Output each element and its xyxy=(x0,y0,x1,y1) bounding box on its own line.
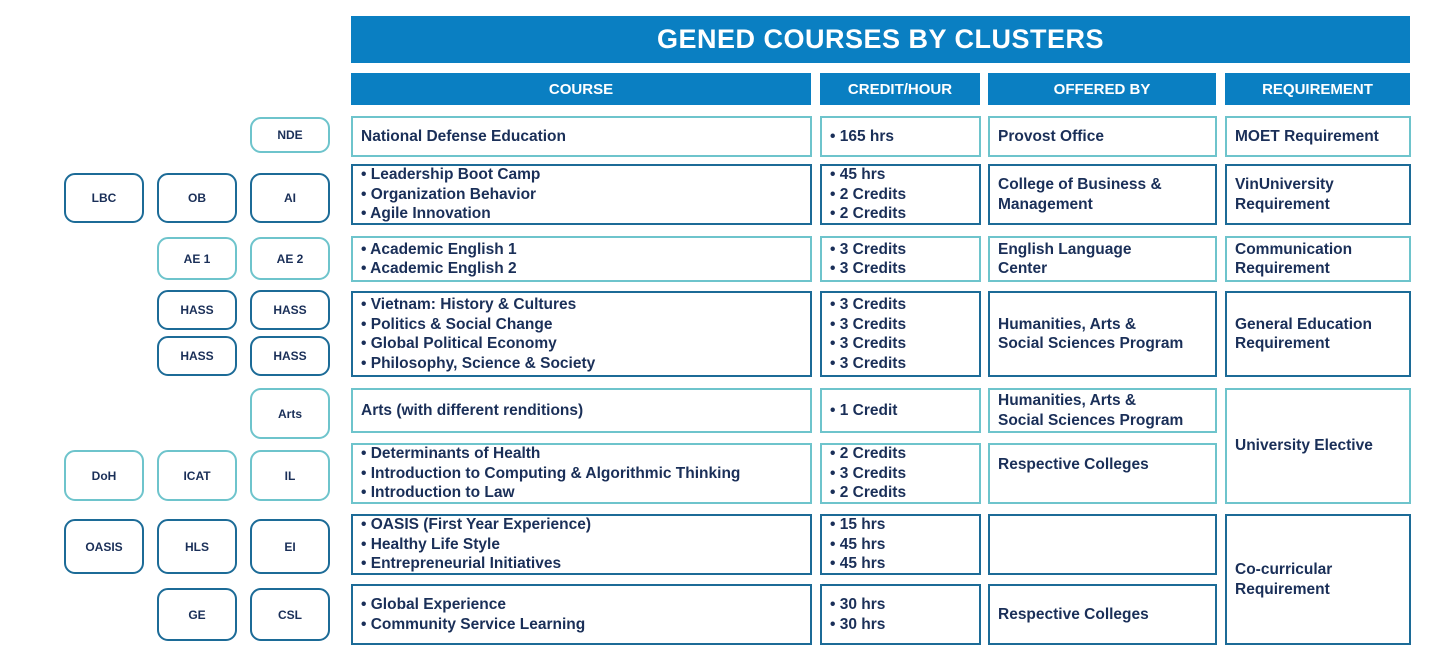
course-line: • Global Experience xyxy=(361,596,506,613)
course-line: • Global Political Economy xyxy=(361,335,557,352)
offered-line: Respective Colleges xyxy=(998,605,1149,623)
credit-line: • 45 hrs xyxy=(830,535,886,553)
course-line: • OASIS (First Year Experience) xyxy=(361,516,591,534)
offered-cell-hass xyxy=(988,291,1217,377)
course-line: • Leadership Boot Camp xyxy=(361,166,541,184)
badge-doh: DoH xyxy=(64,450,144,501)
requirement-cell-communication xyxy=(1225,236,1411,282)
credit-line: • 2 Credits xyxy=(830,484,907,502)
requirement-cell-cocurricular xyxy=(1225,514,1411,645)
offered-cell-english xyxy=(988,236,1217,282)
offered-cell-business xyxy=(988,164,1217,225)
course-line: • Agile Innovation xyxy=(361,205,491,223)
credit-cell-cocurricular-1 xyxy=(820,514,981,575)
course-line: • Organization Behavior xyxy=(361,185,537,203)
course-cell-hass xyxy=(351,291,812,377)
credit-line: • 3 Credits xyxy=(830,296,907,313)
badge-lbc: LBC xyxy=(64,173,144,223)
course-cell-business xyxy=(351,164,812,225)
credit-line: • 1 Credit xyxy=(830,401,898,419)
course-line: • Politics & Social Change xyxy=(361,315,553,333)
course-line: • Philosophy, Science & Society xyxy=(361,354,596,372)
offered-line: Social Sciences Program xyxy=(998,335,1184,352)
credit-line: • 2 Credits xyxy=(830,445,907,463)
requirement-line: Requirement xyxy=(1235,195,1330,213)
credit-cell-hass xyxy=(820,291,981,377)
requirement-cell-elective xyxy=(1225,388,1411,504)
course-cell-electives xyxy=(351,443,812,504)
credit-line: • 165 hrs xyxy=(830,127,895,145)
course-cell-english xyxy=(351,236,812,282)
offered-cell-arts xyxy=(988,388,1217,433)
offered-cell-nde xyxy=(988,116,1217,157)
offered-line: Provost Office xyxy=(998,127,1104,145)
credit-line: • 3 Credits xyxy=(830,240,907,258)
course-cell-nde xyxy=(351,116,812,157)
offered-line: Respective Colleges xyxy=(998,456,1149,473)
offered-line: College of Business & xyxy=(998,176,1162,193)
badge-hass: HASS xyxy=(250,336,330,376)
course-line: Arts (with different renditions) xyxy=(361,401,584,419)
badge-ob: OB xyxy=(157,173,237,223)
header-course: COURSE xyxy=(351,73,811,105)
course-line: • Community Service Learning xyxy=(361,615,586,633)
course-line: • Introduction to Law xyxy=(361,484,515,502)
badge-hls: HLS xyxy=(157,519,237,574)
credit-line: • 3 Credits xyxy=(830,354,907,372)
offered-line: Management xyxy=(998,195,1093,213)
credit-cell-nde xyxy=(820,116,981,157)
badge-oasis: OASIS xyxy=(64,519,144,574)
offered-cell-cocurricular-2 xyxy=(988,584,1217,645)
badge-hass: HASS xyxy=(157,290,237,330)
course-line: • Academic English 2 xyxy=(361,260,517,277)
course-line: • Academic English 1 xyxy=(361,240,517,258)
course-line: • Vietnam: History & Cultures xyxy=(361,296,577,313)
badge-icat: ICAT xyxy=(157,450,237,501)
offered-cell-electives xyxy=(988,443,1217,504)
credit-line: • 45 hrs xyxy=(830,555,886,573)
header-credit-hour: CREDIT/HOUR xyxy=(820,73,980,105)
credit-line: • 3 Credits xyxy=(830,335,907,352)
badge-ge: GE xyxy=(157,588,237,641)
course-line: • Introduction to Computing & Algorithmic Thinking xyxy=(361,464,741,482)
badge-ei: EI xyxy=(250,519,330,574)
requirement-line: Communication xyxy=(1235,240,1353,258)
credit-line: • 3 Credits xyxy=(830,464,907,482)
credit-cell-arts xyxy=(820,388,981,433)
requirement-line: Requirement xyxy=(1235,580,1330,598)
header-offered-by: OFFERED BY xyxy=(988,73,1216,105)
course-line: • Determinants of Health xyxy=(361,445,541,463)
credit-line: • 2 Credits xyxy=(830,185,907,203)
credit-line: • 3 Credits xyxy=(830,315,907,333)
offered-line: Humanities, Arts & xyxy=(998,315,1137,333)
offered-line: Center xyxy=(998,260,1048,277)
header-requirement: REQUIREMENT xyxy=(1225,73,1410,105)
credit-line: • 30 hrs xyxy=(830,615,886,633)
page-title: GENED COURSES BY CLUSTERS xyxy=(351,16,1410,63)
credit-line: • 3 Credits xyxy=(830,260,907,277)
requirement-cell-moet xyxy=(1225,116,1411,157)
offered-cell-cocurricular-1-empty xyxy=(988,514,1217,575)
requirement-line: General Education xyxy=(1235,315,1372,333)
requirement-line: VinUniversity xyxy=(1235,176,1334,193)
badge-hass: HASS xyxy=(250,290,330,330)
requirement-line: Requirement xyxy=(1235,260,1330,277)
credit-cell-english xyxy=(820,236,981,282)
requirement-line: University Elective xyxy=(1235,437,1373,455)
badge-csl: CSL xyxy=(250,588,330,641)
badge-nde: NDE xyxy=(250,117,330,153)
offered-line: Social Sciences Program xyxy=(998,411,1184,429)
badge-arts: Arts xyxy=(250,388,330,439)
course-line: National Defense Education xyxy=(361,127,566,145)
course-cell-arts xyxy=(351,388,812,433)
badge-ae2: AE 2 xyxy=(250,237,330,280)
course-cell-cocurricular-2 xyxy=(351,584,812,645)
course-line: • Healthy Life Style xyxy=(361,535,500,553)
requirement-cell-gened xyxy=(1225,291,1411,377)
requirement-line: Requirement xyxy=(1235,335,1330,352)
course-line: • Entrepreneurial Initiatives xyxy=(361,555,562,573)
credit-cell-cocurricular-2 xyxy=(820,584,981,645)
offered-line: Humanities, Arts & xyxy=(998,392,1137,409)
badge-il: IL xyxy=(250,450,330,501)
requirement-cell-vinuni xyxy=(1225,164,1411,225)
offered-line: English Language xyxy=(998,240,1132,258)
badge-ai: AI xyxy=(250,173,330,223)
credit-line: • 2 Credits xyxy=(830,205,907,223)
credit-line: • 15 hrs xyxy=(830,516,886,534)
credit-line: • 45 hrs xyxy=(830,166,886,184)
credit-line: • 30 hrs xyxy=(830,596,886,613)
course-cell-cocurricular-1 xyxy=(351,514,812,575)
badge-ae1: AE 1 xyxy=(157,237,237,280)
requirement-line: MOET Requirement xyxy=(1235,127,1379,145)
credit-cell-electives xyxy=(820,443,981,504)
credit-cell-business xyxy=(820,164,981,225)
requirement-line: Co-curricular xyxy=(1235,561,1333,578)
badge-hass: HASS xyxy=(157,336,237,376)
